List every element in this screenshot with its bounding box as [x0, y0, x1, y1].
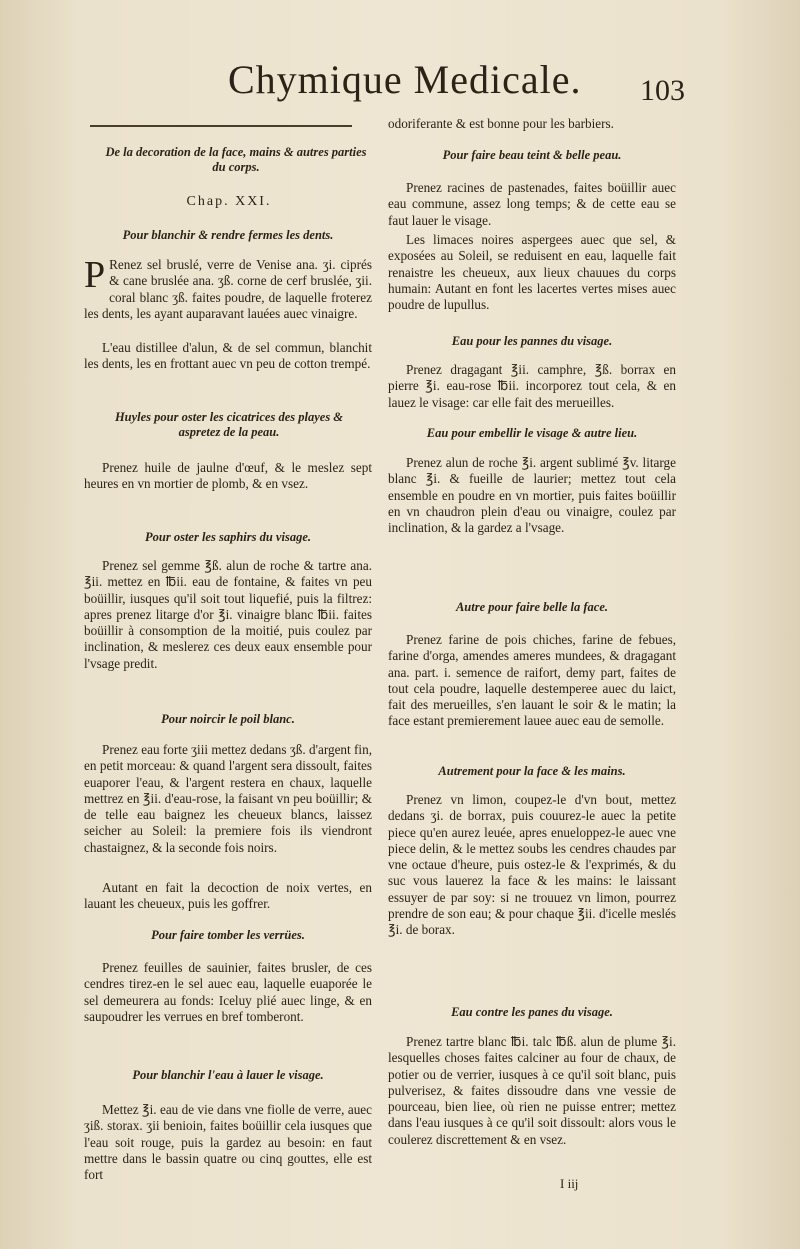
subheading: Autrement pour la face & les mains. — [438, 764, 626, 778]
subheading: Pour noircir le poil blanc. — [161, 712, 295, 726]
subheading: Huyles pour oster les cicatrices des playes & aspretez de la peau. — [114, 410, 344, 439]
paragraph: Les limaces noires aspergees auec que sel, & exposées au Soleil, se reduisent en eau, laquelle fait renaistre les cheueux, aux lieux chauues du corps humain: Autant en font les lacertes vertes mises auec poudre de lupullus. — [388, 232, 676, 313]
subheading: Pour blanchir & rendre fermes les dents. — [122, 228, 334, 242]
subheading: Pour faire beau teint & belle peau. — [442, 148, 622, 162]
paragraph: Prenez alun de roche ℥i. argent sublimé ℥v. litarge blanc ℥i. & fueille de laurier; mettez tout cela ensemble en poudre en vn mortier, puis faites boüillir en vn chaudron plein d'eau ou vinaigre, coulez par inclination, & la gardez a l'vsage. — [388, 455, 676, 536]
chapter-label: Chap. XXI. — [186, 194, 272, 209]
paragraph: Prenez tartre blanc ℔i. talc ℔ß. alun de plume ℥i. lesquelles choses faites calciner au four de chaux, de potier ou de verrier, iusques à ce qu'il soit blanc, puis pulverisez, & faites dissoudre dans vne vessie de pourceau, bien liee, où rien ne puisse entrer; mettez dans l'eau iusques à ce qu'il soit dissoult: alors vous le coulerez discrettement & en vsez. — [388, 1034, 676, 1147]
running-header — [0, 56, 800, 116]
subheading: Eau contre les panes du visage. — [451, 1005, 613, 1019]
paragraph: Prenez eau forte ʒiii mettez dedans ʒß. d'argent fin, en petit morceau: & quand l'argent sera dissoult, faites euaporer l'eau, & l'argent restera en chaux, laquelle mettrez en ℥ii. d'eau-rose, la faisant vn peu boüillir; & de telle eau baignez les cheueux blancs, laissez seicher au Soleil: la premiere fois ils viendront chastaignez, & la seconde fois noirs. — [84, 742, 372, 855]
paragraph: Prenez farine de pois chiches, farine de febues, farine d'orga, amendes ameres mundees, & dragagant ana. part. i. semence de raifort, demy part, faites de tout cela poudre, laquelle destemperee auec du laict, fait des merueilles, s'en lauant le soir & le matin; la face estant premierement lauee auec eau de semolle. — [388, 632, 676, 729]
paragraph: Prenez huile de jaulne d'œuf, & le meslez sept heures en vn mortier de plomb, & en vsez. — [84, 460, 372, 492]
paragraph: L'eau distillee d'alun, & de sel commun, blanchit les dents, les en frottant auec vn peu de cotton trempé. — [84, 340, 372, 372]
running-title: Chymique Medicale. — [228, 57, 582, 102]
section-heading: De la decoration de la face, mains & autres parties du corps. — [105, 145, 367, 174]
subheading: Pour oster les saphirs du visage. — [145, 530, 311, 544]
paragraph: Prenez feuilles de sauinier, faites brusler, de ces cendres tirez-en le sel auec eau, laquelle euaporée le sel demeurera au fonds: Iceluy plié auec linge, & en saupoudrer les verrues en bref tomberont. — [84, 960, 372, 1024]
subheading: Eau pour les pannes du visage. — [451, 334, 613, 348]
header-rule — [90, 125, 352, 127]
signature-mark: I iij — [560, 1176, 579, 1191]
paragraph: Prenez vn limon, coupez-le d'vn bout, mettez dedans ʒi. de borrax, puis couurez-le auec la petite piece qu'en aurez leuée, apres enueloppez-le auec vne piece delin, & le mettez soubs les cendres chaudes par vne octaue d'heure, puis ostez-le & l'exprimés, & du suc vous lauerez la face & les mains: le laissant essuyer de par soy: si ne trouuez vn limon, pourrez prendre de son eau; & pour chaque ℥ii. d'icelle meslés ℥i. de borax. — [388, 792, 676, 938]
paragraph: Prenez dragagant ℥ii. camphre, ℥ß. borrax en pierre ℥i. eau-rose ℔ii. incorporez tout cela, & en lauez le visage: car elle fait des merueilles. — [388, 362, 676, 410]
paragraph: P Renez sel bruslé, verre de Venise ana. ʒi. ciprés & cane bruslée ana. ʒß. corne de cerf bruslée, ʒii. coral blanc ʒß. faites poudre, de laquelle froterez les dents, les ayant auparavant lauées auec vinaigre. — [84, 254, 372, 321]
page-number: 103 — [640, 74, 685, 107]
paragraph: odoriferante & est bonne pour les barbiers. — [388, 116, 614, 131]
subheading: Pour faire tomber les verrües. — [151, 928, 305, 942]
subheading: Pour blanchir l'eau à lauer le visage. — [132, 1068, 324, 1082]
drop-cap: P — [84, 254, 106, 296]
paragraph: Autant en fait la decoction de noix vertes, en lauant les cheueux, puis les goffrer. — [84, 880, 372, 912]
paragraph: Mettez ℥i. eau de vie dans vne fiolle de verre, auec ʒiß. storax. ʒii benioin, faites boüillir cela iusques que l'eau soit rouge, puis la gardez au besoin: en faut mettre dans le bassin quatre ou cinq gouttes, elle est fort — [84, 1102, 372, 1183]
paragraph: Prenez racines de pastenades, faites boüillir auec eau commune, assez long temps; & de cette eau se faut lauer le visage. — [388, 180, 676, 228]
subheading: Eau pour embellir le visage & autre lieu. — [426, 426, 638, 440]
subheading: Autre pour faire belle la face. — [455, 600, 609, 614]
paragraph: Prenez sel gemme ℥ß. alun de roche & tartre ana. ℥ii. mettez en ℔ii. eau de fontaine, & faites vn peu boüillir, iusques qu'il soit tout liquefié, puis la filtrez: apres prenez litarge d'or ℥i. vinaigre blanc ℔ii. faites boüillir à consomption de la moitié, puis coulez par inclination, & meslerez ces deux eaux ensemble pour l'vsage predit. — [84, 558, 372, 671]
